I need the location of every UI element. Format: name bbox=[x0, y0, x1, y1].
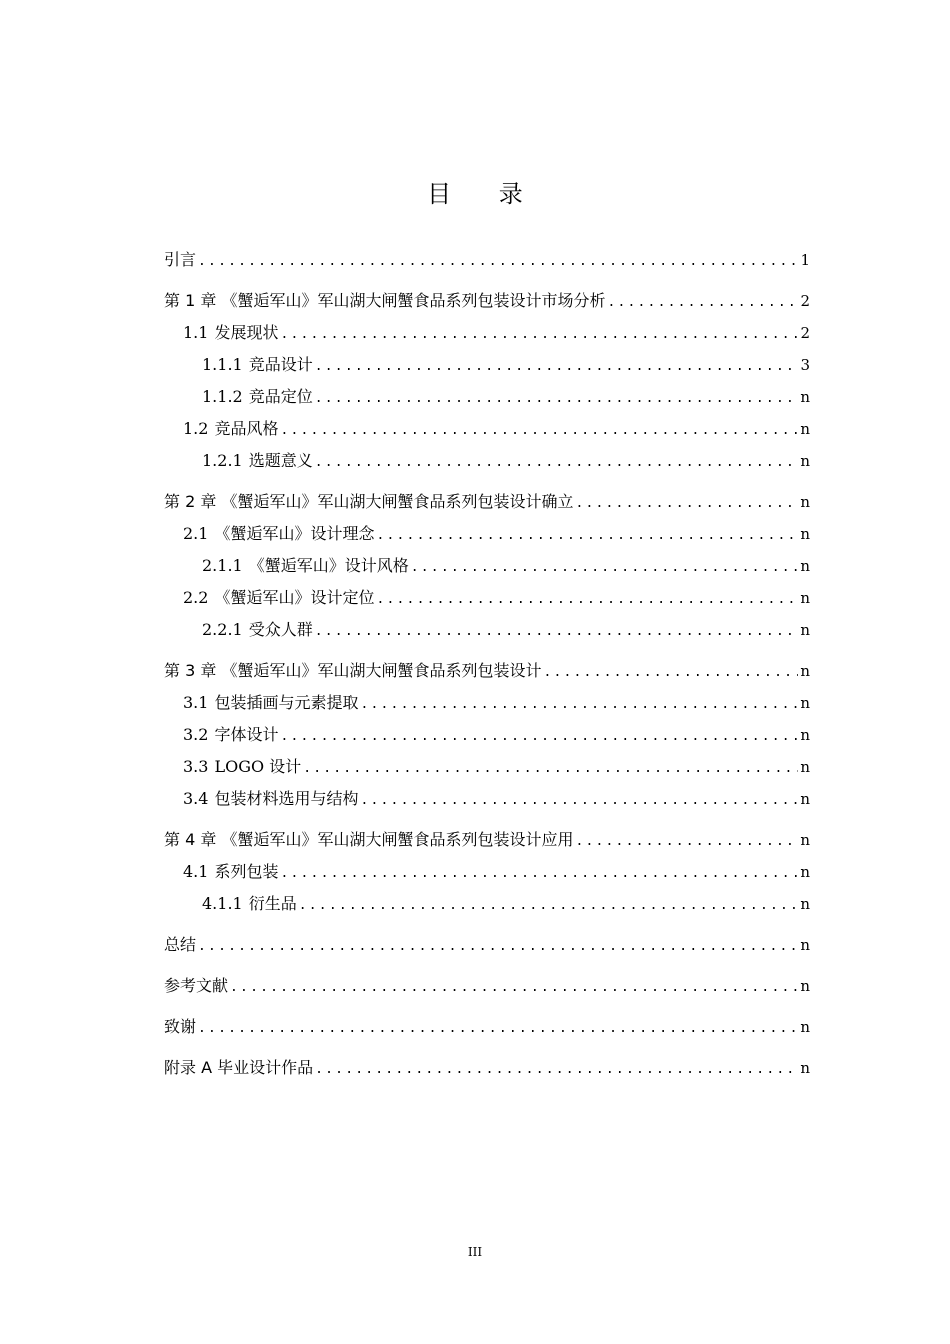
toc-page-number: 2 bbox=[800, 324, 810, 342]
toc-dot-leader bbox=[376, 584, 798, 616]
toc-page-number: n bbox=[800, 420, 810, 438]
toc-entry-section-2-1-1[interactable] bbox=[164, 550, 810, 582]
toc-entry-section-1-1[interactable] bbox=[164, 317, 810, 349]
toc-dot-leader bbox=[303, 753, 798, 785]
toc-section-number: 3.4 bbox=[183, 789, 209, 808]
toc-entry-appendix-a[interactable] bbox=[164, 1052, 810, 1084]
toc-entry-title: 发展现状 bbox=[214, 323, 279, 342]
toc-section-number: 2.1 bbox=[183, 524, 209, 543]
toc-entry-title: 引言 bbox=[164, 250, 197, 269]
toc-entry-section-3-4[interactable] bbox=[164, 783, 810, 815]
toc-entry-title: 《蟹逅军山》设计风格 bbox=[248, 556, 409, 575]
toc-entry-section-4-1[interactable] bbox=[164, 856, 810, 888]
toc-entry-title: 总结 bbox=[164, 935, 197, 954]
toc-entry-title: 字体设计 bbox=[214, 725, 279, 744]
toc-entry-chapter-2[interactable] bbox=[164, 486, 810, 518]
toc-entry-section-3-3[interactable] bbox=[164, 751, 810, 783]
toc-section-number: 2.1.1 bbox=[202, 556, 243, 575]
toc-entry-title: 受众人群 bbox=[248, 620, 313, 639]
toc-entry-title: 参考文献 bbox=[164, 976, 229, 995]
page-title: 目 录 bbox=[427, 180, 543, 208]
toc-entry-section-4-1-1[interactable] bbox=[164, 888, 810, 920]
toc-entry-chapter-1[interactable] bbox=[164, 285, 810, 317]
toc-dot-leader bbox=[575, 488, 798, 520]
toc-entry-title: LOGO 设计 bbox=[214, 757, 302, 776]
toc-entry-section-3-1[interactable] bbox=[164, 687, 810, 719]
toc-section-number: 1.1 bbox=[183, 323, 209, 342]
toc-section-number: 3.3 bbox=[183, 757, 209, 776]
toc-dot-leader bbox=[315, 1054, 798, 1086]
toc-page-number: n bbox=[800, 758, 810, 776]
toc-entry-section-1-2[interactable] bbox=[164, 413, 810, 445]
toc-entry-title: 选题意义 bbox=[248, 451, 313, 470]
toc-page-number: n bbox=[800, 525, 810, 543]
toc-dot-leader bbox=[230, 972, 798, 1004]
toc-entry-title: 第 3 章 《蟹逅军山》军山湖大闸蟹食品系列包装设计 bbox=[164, 661, 542, 680]
toc-entry-title: 包装材料选用与结构 bbox=[214, 789, 359, 808]
toc-section-number: 1.1.1 bbox=[202, 355, 243, 374]
toc-entry-section-2-1[interactable] bbox=[164, 518, 810, 550]
toc-entry-title: 第 2 章 《蟹逅军山》军山湖大闸蟹食品系列包装设计确立 bbox=[164, 492, 574, 511]
toc-page-number: n bbox=[800, 790, 810, 808]
toc-entry-title: 第 1 章 《蟹逅军山》军山湖大闸蟹食品系列包装设计市场分析 bbox=[164, 291, 606, 310]
page-footer-number: III bbox=[467, 1245, 483, 1259]
toc-entry-introduction[interactable] bbox=[164, 244, 810, 276]
toc-entry-summary[interactable] bbox=[164, 929, 810, 961]
toc-page-number: n bbox=[800, 726, 810, 744]
table-of-contents bbox=[164, 244, 810, 1084]
toc-dot-leader bbox=[575, 826, 798, 858]
toc-page-number: 3 bbox=[800, 356, 810, 374]
toc-section-number: 2.2 bbox=[183, 588, 209, 607]
toc-entry-section-1-1-2[interactable] bbox=[164, 381, 810, 413]
toc-entry-title: 系列包装 bbox=[214, 862, 279, 881]
toc-page-number: n bbox=[800, 589, 810, 607]
toc-dot-leader bbox=[280, 858, 798, 890]
toc-entry-title: 致谢 bbox=[164, 1017, 197, 1036]
toc-dot-leader bbox=[198, 931, 798, 963]
toc-entry-chapter-3[interactable] bbox=[164, 655, 810, 687]
toc-section-number: 1.2 bbox=[183, 419, 209, 438]
toc-section-number: 3.1 bbox=[183, 693, 209, 712]
toc-entry-section-3-2[interactable] bbox=[164, 719, 810, 751]
toc-page-number: n bbox=[800, 557, 810, 575]
toc-page-number: n bbox=[800, 895, 810, 913]
toc-section-number: 3.2 bbox=[183, 725, 209, 744]
toc-dot-leader bbox=[280, 721, 798, 753]
toc-dot-leader bbox=[411, 552, 799, 584]
toc-entry-title: 包装插画与元素提取 bbox=[214, 693, 359, 712]
toc-page-number: 1 bbox=[800, 251, 810, 269]
toc-dot-leader bbox=[198, 246, 798, 278]
toc-page-number: 2 bbox=[800, 292, 810, 310]
toc-entry-title: 附录 A 毕业设计作品 bbox=[164, 1058, 314, 1077]
toc-page-number: n bbox=[800, 493, 810, 511]
toc-dot-leader bbox=[280, 415, 798, 447]
toc-dot-leader bbox=[299, 890, 799, 922]
toc-page-number: n bbox=[800, 936, 810, 954]
toc-page-number: n bbox=[800, 621, 810, 639]
toc-page-number: n bbox=[800, 977, 810, 995]
toc-entry-title: 第 4 章 《蟹逅军山》军山湖大闸蟹食品系列包装设计应用 bbox=[164, 830, 574, 849]
toc-entry-title: 《蟹逅军山》设计理念 bbox=[214, 524, 375, 543]
toc-entry-references[interactable] bbox=[164, 970, 810, 1002]
toc-dot-leader bbox=[280, 319, 798, 351]
toc-dot-leader bbox=[607, 287, 798, 319]
toc-dot-leader bbox=[360, 785, 798, 817]
toc-page-number: n bbox=[800, 1059, 810, 1077]
toc-dot-leader bbox=[198, 1013, 798, 1045]
toc-entry-acknowledgements[interactable] bbox=[164, 1011, 810, 1043]
toc-dot-leader bbox=[315, 383, 799, 415]
toc-entry-title: 竞品风格 bbox=[214, 419, 279, 438]
toc-section-number: 1.2.1 bbox=[202, 451, 243, 470]
toc-entry-section-2-2[interactable] bbox=[164, 582, 810, 614]
toc-section-number: 1.1.2 bbox=[202, 387, 243, 406]
toc-page-number: n bbox=[800, 388, 810, 406]
toc-entry-title: 竞品定位 bbox=[248, 387, 313, 406]
toc-section-number: 4.1 bbox=[183, 862, 209, 881]
toc-dot-leader bbox=[315, 447, 799, 479]
toc-page-number: n bbox=[800, 863, 810, 881]
toc-entry-title: 衍生品 bbox=[248, 894, 297, 913]
toc-entry-chapter-4[interactable] bbox=[164, 824, 810, 856]
toc-entry-title: 竞品设计 bbox=[248, 355, 313, 374]
toc-entry-title: 《蟹逅军山》设计定位 bbox=[214, 588, 375, 607]
toc-entry-section-1-1-1[interactable] bbox=[164, 349, 810, 381]
toc-entry-section-1-2-1[interactable] bbox=[164, 445, 810, 477]
toc-page-number: n bbox=[800, 662, 810, 680]
toc-dot-leader bbox=[315, 616, 799, 648]
toc-entry-section-2-2-1[interactable] bbox=[164, 614, 810, 646]
toc-section-number: 2.2.1 bbox=[202, 620, 243, 639]
toc-page-number: n bbox=[800, 1018, 810, 1036]
toc-page-number: n bbox=[800, 831, 810, 849]
toc-dot-leader bbox=[376, 520, 798, 552]
toc-page-number: n bbox=[800, 694, 810, 712]
toc-dot-leader bbox=[360, 689, 798, 721]
toc-page-number: n bbox=[800, 452, 810, 470]
toc-dot-leader bbox=[315, 351, 799, 383]
toc-dot-leader bbox=[543, 657, 798, 689]
toc-section-number: 4.1.1 bbox=[202, 894, 243, 913]
